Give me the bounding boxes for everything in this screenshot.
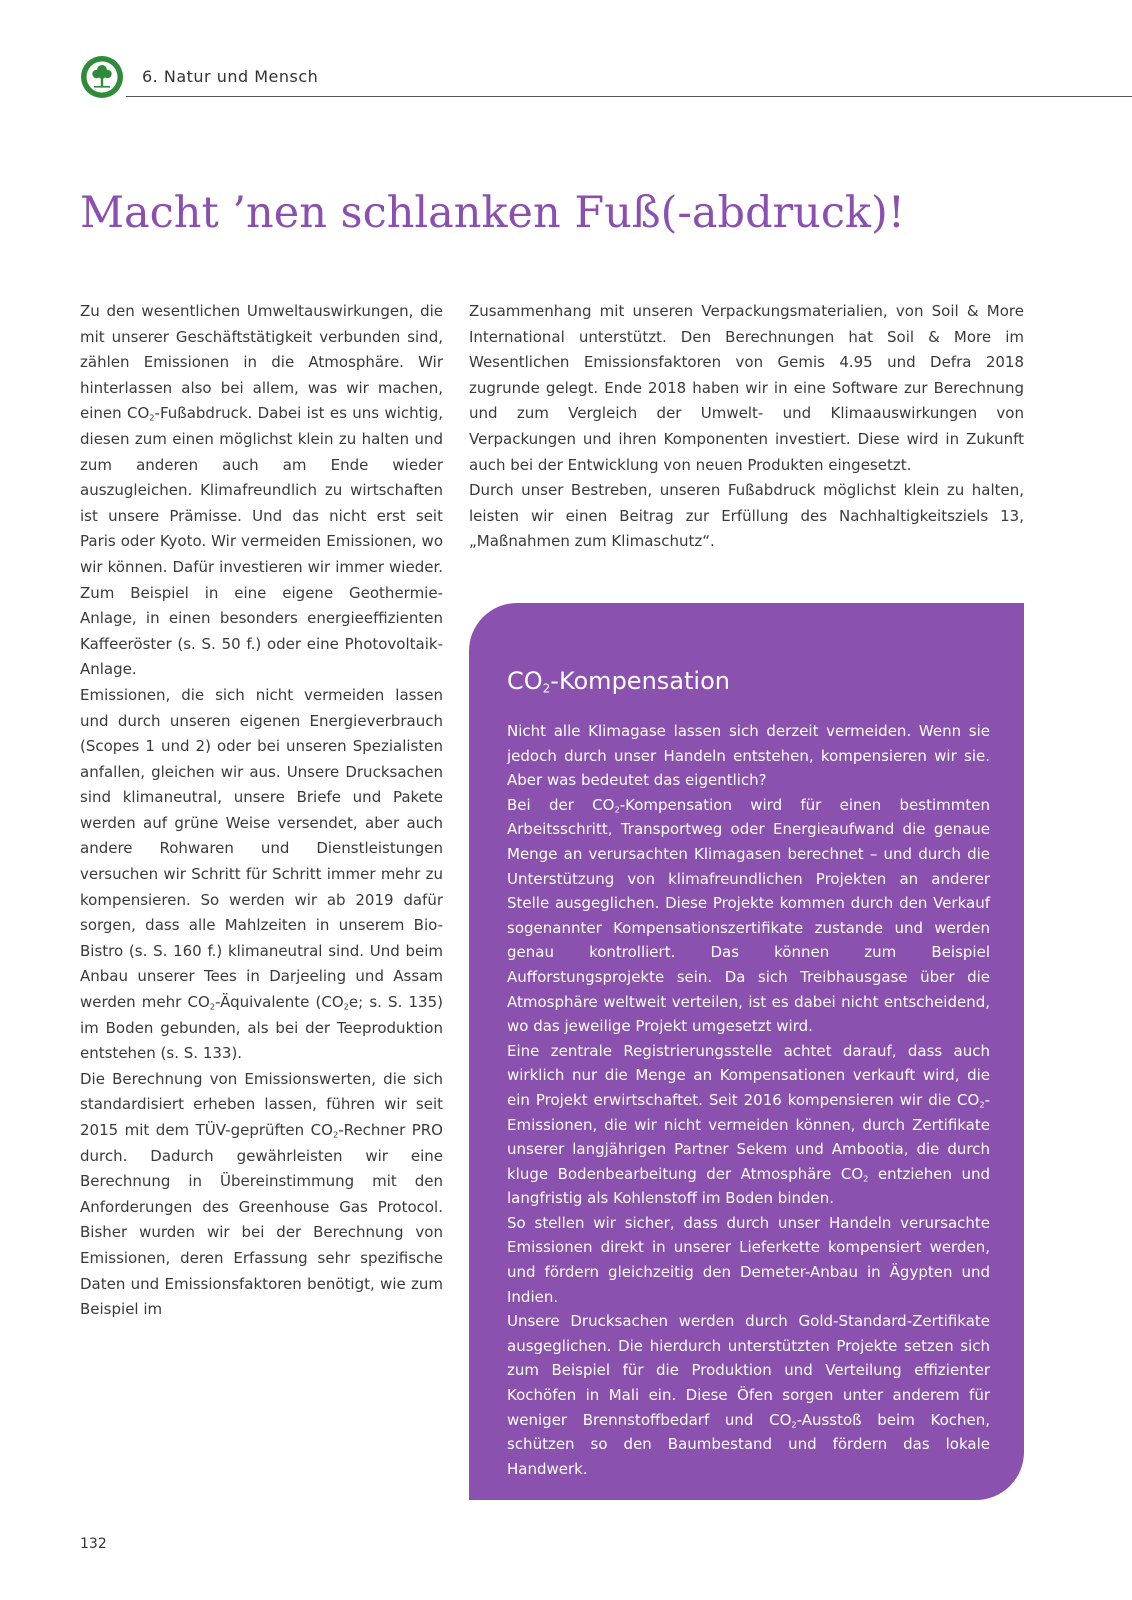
subscript-2: 2 xyxy=(614,804,620,815)
paragraph xyxy=(80,1067,443,1323)
paragraph xyxy=(507,719,990,793)
text-run: -Emissionen, die wir nicht vermeiden können, durch Zertifikate unserer langjährigen Partner Sekem und Ambootia, die durch kluge Bodenbearbeitung der Atmosphäre CO xyxy=(507,1090,990,1183)
text-run: Zu den wesentlichen Umweltauswirkungen, die mit unserer Geschäftstätigkeit verbunden sind, zählen Emissionen in die Atmosphäre. Wir hinterlassen also bei allem, was wir machen, einen CO xyxy=(80,302,443,423)
paragraph xyxy=(507,793,990,1039)
paragraph xyxy=(507,1039,990,1211)
subscript-2: 2 xyxy=(209,1001,215,1012)
lebensbaum-logo xyxy=(80,55,124,99)
subscript-2: 2 xyxy=(979,1099,985,1110)
text-run: Nicht alle Klimagase lassen sich derzeit vermeiden. Wenn sie jedoch durch unser Handeln entstehen, kompensieren wir sie. Aber was bedeutet das eigentlich? xyxy=(507,722,990,790)
chapter-label: 6. Natur und Mensch xyxy=(142,67,319,86)
co2-compensation-box xyxy=(469,603,1024,1500)
text-run: -Ausstoß beim Kochen, schützen so den Baumbestand und fördern das lokale Handwerk. xyxy=(507,1410,991,1478)
subscript-2: 2 xyxy=(542,681,551,696)
subscript-2: 2 xyxy=(791,1419,797,1430)
text-run: -Rechner PRO durch. Dadurch gewährleisten wir eine Berechnung in Übereinstimmung mit den Anforderungen des Greenhouse Gas Protocol. Bisher wurden wir bei der Berechnung von Emissionen, deren Erfassung sehr spezifische Daten und Emissionsfaktoren benötigt, wie zum Beispiel im xyxy=(80,1121,443,1319)
text-run: -Kompensation xyxy=(550,667,730,695)
text-run: -Äquivalente (CO xyxy=(215,993,344,1012)
text-run: Unsere Drucksachen werden durch Gold-Standard-Zertifikate ausgeglichen. Die hierdurch unterstützten Projekte setzen sich zum Beispiel für die Produktion und Verteilung effizienter Kochöfen in Mali ein. Diese Öfen sorgen unter anderem für weniger Brennstoffbedarf und CO xyxy=(507,1312,990,1429)
header-divider xyxy=(126,96,1132,97)
paragraph xyxy=(80,299,443,683)
text-run: So stellen wir sicher, dass durch unser Handeln verursachte Emissionen direkt in unserer Lieferkette kompensiert werden, und fördern gleichzeitig den Demeter-Anbau in Ägypten und Indien. xyxy=(507,1213,990,1306)
text-run: Die Berechnung von Emissionswerten, die sich standardisiert erheben lassen, führen wir seit 2015 mit dem TÜV-geprüften CO xyxy=(80,1069,443,1139)
left-column-text xyxy=(80,299,443,1323)
text-run: entziehen und langfristig als Kohlenstoff im Boden binden. xyxy=(507,1164,990,1208)
text-run: Bei der CO xyxy=(507,795,615,814)
paragraph xyxy=(469,299,1024,478)
page-number: 132 xyxy=(80,1536,107,1552)
text-run: Durch unser Bestreben, unseren Fußabdruck möglichst klein zu halten, leisten wir einen Beitrag zur Erfüllung des Nachhaltigkeitsziels 13, „Maßnahmen zum Klimaschutz“. xyxy=(469,481,1024,551)
subscript-2: 2 xyxy=(863,1173,869,1184)
text-run: Emissionen, die sich nicht vermeiden lassen und durch unseren eigenen Energieverbrauch (Scopes 1 und 2) oder bei unseren Spezialisten anfallen, gleichen wir aus. Unsere Drucksachen sind klimaneutral, unsere Briefe und Pakete werden auf grüne Weise versendet, aber auch andere Rohwaren und Dienstleistungen versuchen wir Schritt für Schritt immer mehr zu kompensieren. So werden wir ab 2019 dafür sorgen, dass alle Mahlzeiten in unserem Bio-Bistro (s. S. 160 f.) klimaneutral sind. Und beim Anbau unserer Tees in Darjeeling und Assam werden mehr CO xyxy=(80,685,443,1012)
text-run: -Kompensation wird für einen bestimmten Arbeitsschritt, Transportweg oder Energieaufwand die genaue Menge an verursachten Klimagasen berechnet – und durch die Unterstützung von klimafreundlichen Projekten an anderer Stelle ausgeglichen. Diese Projekte kommen durch den Verkauf sogenannter Kompensationszertifikate zustande und werden genau kontrolliert. Das können zum Beispiel Aufforstungsprojekte sein. Da sich Treibhausgase über die Atmosphäre weltweit verteilen, ist es dabei nicht entscheidend, wo das jeweilige Projekt umgesetzt wird. xyxy=(507,795,990,1036)
subscript-2: 2 xyxy=(149,412,155,423)
paragraph xyxy=(507,1309,990,1481)
right-column-text xyxy=(469,299,1024,555)
subscript-2: 2 xyxy=(343,1001,349,1012)
text-run: -Fußabdruck. Dabei ist es uns wichtig, diesen zum einen möglichst klein zu halten und zum anderen auch am Ende wieder auszugleichen. Klimafreundlich zu wirtschaften ist unsere Prämisse. Und das nicht erst seit Paris oder Kyoto. Wir vermeiden Emissionen, wo wir können. Dafür investieren wir immer wieder. Zum Beispiel in eine eigene Geothermie-Anlage, in einen besonders energieeffizienten Kaffeeröster (s. S. 50 f.) oder eine Photovoltaik-Anlage. xyxy=(80,404,443,679)
paragraph xyxy=(507,1211,990,1309)
text-run: Zusammenhang mit unseren Verpackungsmaterialien, von Soil & More International unterstützt. Den Berechnungen hat Soil & More im Wesentlichen Emissionsfaktoren von Gemis 4.95 und Defra 2018 zugrunde gelegt. Ende 2018 haben wir in eine Software zur Berechnung und zum Vergleich der Umwelt- und Klimaauswirkungen von Verpackungen und ihren Komponenten investiert. Diese wird in Zukunft auch bei der Entwicklung von neuen Produkten eingesetzt. xyxy=(469,302,1024,474)
text-run: Eine zentrale Registrierungsstelle achtet darauf, dass auch wirklich nur die Menge an Kompensationen verkauft wird, die ein Projekt erwirtschaftet. Seit 2016 kompensieren wir die CO xyxy=(507,1041,990,1109)
subscript-2: 2 xyxy=(332,1129,339,1140)
box-text xyxy=(507,719,990,1481)
paragraph xyxy=(80,683,443,1067)
text-run: CO xyxy=(507,667,543,695)
paragraph xyxy=(469,478,1024,555)
page-title: Macht ’nen schlanken Fuß(-abdruck)! xyxy=(80,188,906,238)
box-title xyxy=(507,665,990,697)
text-run: e; s. S. 135) im Boden gebunden, als bei der Teeproduktion entstehen (s. S. 133). xyxy=(80,993,443,1063)
